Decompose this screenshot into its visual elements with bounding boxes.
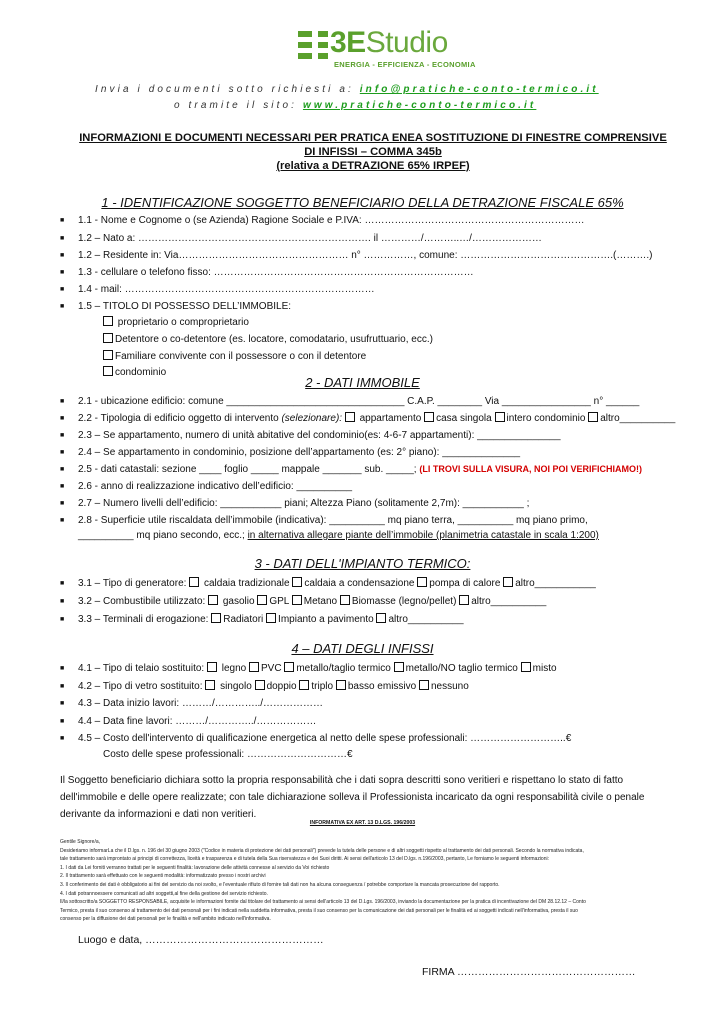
field-1-1: ■ 1.1 - Nome e Cognome o (se Azienda) Ragione Sociale e P.IVA: ………………………………………………………… bbox=[60, 215, 585, 226]
document-title: INFORMAZIONI E DOCUMENTI NECESSARI PER PRATICA ENEA SOSTITUZIONE DI FINESTRE COMPRENSIVE DI INFISSI – COMMA 345b (relativa a DETRAZIONE 65% IRPEF) bbox=[79, 132, 667, 172]
checkbox[interactable] bbox=[459, 595, 469, 605]
send-line: Invia i documenti sotto richiesti a: info@pratiche-conto-termico.it bbox=[95, 84, 599, 95]
field-4-3: ■ 4.3 – Data inizio lavori: ………/…………../……………… bbox=[60, 698, 324, 709]
checkbox[interactable] bbox=[207, 662, 217, 672]
option-family[interactable]: Familiare convivente con il possessore o con il detentore bbox=[103, 350, 366, 363]
checkbox[interactable] bbox=[292, 577, 302, 587]
email-link[interactable]: info@pratiche-conto-termico.it bbox=[359, 84, 599, 95]
checkbox[interactable] bbox=[394, 662, 404, 672]
field-1-5: ■ 1.5 – TITOLO DI POSSESSO DELL’IMMOBILE: bbox=[60, 301, 292, 312]
checkbox[interactable] bbox=[103, 333, 113, 343]
checkbox[interactable] bbox=[376, 613, 386, 623]
field-2-8-cont: __________ mq piano secondo, ecc.; in alternativa allegare piante dell’immobile (planimetria catastale in scala 1:200) bbox=[78, 530, 599, 541]
privacy-text: Gentile Signore/a, Desideriamo informarLa che il D.lgs. n. 196 del 30 giugno 2003 ("Codice in materia di protezione dei dati personali") prevede la tutela delle persone e di altri soggetti rispetto al trattamento dei dati personali. Secondo la normativa indicata, tale trattamento sarà improntato ai principi di correttezza, liceità e trasparenza e di tutela della Sua riservatezza e dei Suoi diritti. Ai sensi dell'articolo 13 del D.lgs. n.196/2003, pertanto, Le forniamo le seguenti informazioni: 1. I dati da Lei forniti verranno trattati per le seguenti finalità: lavorazione delle attività connesse al servizio da Voi richiesto 2. Il trattamento sarà effettuato con le seguenti modalità: informatizzato presso i nostri archivi 3. Il conferimento dei dati è obbligatorio ai fini del servizio da noi svolto, e l'eventuale rifiuto di fornire tali dati non ha alcuna conseguenza / potrebbe comportare la mancata prosecuzione del rapporto. 4. I dati potrannoessere comunicati ad altri soggetti,al fine della gestione del servizio richiesto. Il/la sottoscritto/a SOGGETTO RESPONSABILE, acquisite le informazioni fornite dal titolare del trattamento ai sensi dell'articolo 13 del D.Lgs. 196/2003, inviando la documentazione per la pratica di incentivazione del DM 28.12.12 – Conto Termico, presta il suo consenso al trattamento dei dati personali per i fini indicati nella suddetta informativa, presta il suo consenso per la comunicazione dei dati personali per le finalità ed ai soggetti indicati nell'informativa, presta il suo consenso per la diffusione dei dati personali per le finalità e nell'ambito indicato nell'informativa. bbox=[60, 839, 586, 923]
checkbox[interactable] bbox=[419, 680, 429, 690]
checkbox[interactable] bbox=[255, 680, 265, 690]
checkbox[interactable] bbox=[521, 662, 531, 672]
field-4-5-fees: Costo delle spese professionali: …………………………€ bbox=[103, 749, 353, 760]
checkbox[interactable] bbox=[249, 662, 259, 672]
checkbox[interactable] bbox=[211, 613, 221, 623]
field-2-3: ■ 2.3 – Se appartamento, numero di unità abitative del condominio(es: 4-6-7 appartamenti): _______________ bbox=[60, 430, 561, 441]
logo-wordmark: 3EStudio bbox=[330, 26, 448, 59]
field-2-2: ■ 2.2 - Tipologia di edificio oggetto di intervento (selezionare): appartamento casa singola intero condominio altro__________ bbox=[60, 413, 676, 424]
checkbox[interactable] bbox=[495, 412, 505, 422]
field-3-1: ■ 3.1 – Tipo di generatore: caldaia tradizionale caldaia a condensazione pompa di calore altro___________ bbox=[60, 578, 596, 589]
field-3-3: ■ 3.3 – Terminali di erogazione: Radiatori Impianto a pavimento altro__________ bbox=[60, 614, 464, 625]
section1-heading: 1 - IDENTIFICAZIONE SOGGETTO BENEFICIARIO DELLA DETRAZIONE FISCALE 65% bbox=[101, 195, 624, 210]
section4-heading: 4 – DATI DEGLI INFISSI bbox=[291, 641, 434, 656]
section2-heading: 2 - DATI IMMOBILE bbox=[305, 375, 420, 390]
logo-icon bbox=[298, 28, 334, 64]
field-4-1: ■ 4.1 – Tipo di telaio sostituito: legno PVC metallo/taglio termico metallo/NO taglio termico misto bbox=[60, 663, 557, 674]
checkbox[interactable] bbox=[103, 350, 113, 360]
field-3-2: ■ 3.2 – Combustibile utilizzato: gasolio GPL Metano Biomasse (legno/pellet) altro__________ bbox=[60, 596, 547, 607]
field-2-1: ■ 2.1 - ubicazione edificio: comune ________________________________ C.A.P. ________ Via ________________ n° ______ bbox=[60, 396, 640, 407]
checkbox[interactable] bbox=[424, 412, 434, 422]
field-4-5: ■ 4.5 – Costo dell'intervento di qualificazione energetica al netto delle spese professionali: ………………………..€ bbox=[60, 733, 572, 744]
option-holder[interactable]: Detentore o co-detentore (es. locatore, comodatario, usufruttuario, ecc.) bbox=[103, 333, 433, 346]
option-owner[interactable]: proprietario o comproprietario bbox=[103, 316, 249, 329]
field-4-2: ■ 4.2 – Tipo di vetro sostituito: singolo doppio triplo basso emissivo nessuno bbox=[60, 681, 469, 692]
logo-tagline: ENERGIA - EFFICIENZA - ECONOMIA bbox=[334, 60, 476, 69]
field-2-6: ■ 2.6 - anno di realizzazione indicativo dell’edificio: __________ bbox=[60, 481, 353, 492]
field-1-3: ■ 1.3 - cellulare o telefono fisso: …………………………………………………………………… bbox=[60, 267, 474, 278]
privacy-title: INFORMATIVA EX ART. 13 D.LGS. 196/2003 bbox=[309, 820, 416, 826]
checkbox[interactable] bbox=[208, 595, 218, 605]
checkbox[interactable] bbox=[336, 680, 346, 690]
field-1-2-birth: ■ 1.2 – Nato a: ……………………………………………………………. il …………/………..…/………………… bbox=[60, 233, 542, 244]
field-4-4: ■ 4.4 – Data fine lavori: ………/…………../……………… bbox=[60, 716, 317, 727]
checkbox[interactable] bbox=[103, 316, 113, 326]
checkbox[interactable] bbox=[189, 577, 199, 587]
field-2-5: ■ 2.5 - dati catastali: sezione ____ foglio _____ mappale _______ sub. _____; (LI TROVI SULLA VISURA, NOI POI VERIFICHIAMO!) bbox=[60, 464, 643, 475]
declaration-text: Il Soggetto beneficiario dichiara sotto la propria responsabilità che i dati sopra descritti sono veritieri e rispettano lo stato di fatto dell'immobile e delle opere realizzate; con tale dichiarazione solleva il Professionista incaricato da ogni responsabilità civile o penale derivante da informazioni e dati non veritieri. bbox=[60, 775, 645, 820]
checkbox[interactable] bbox=[345, 412, 355, 422]
checkbox[interactable] bbox=[205, 680, 215, 690]
checkbox[interactable] bbox=[588, 412, 598, 422]
site-line: o tramite il sito: www.pratiche-conto-termico.it bbox=[174, 100, 537, 111]
checkbox[interactable] bbox=[292, 595, 302, 605]
field-2-8: ■ 2.8 - Superficie utile riscaldata dell’immobile (indicativa): __________ mq piano terra, __________ mq piano primo, bbox=[60, 515, 588, 526]
field-1-4: ■ 1.4 - mail: ………………………………………………………………… bbox=[60, 284, 375, 295]
field-2-4: ■ 2.4 – Se appartamento in condominio, posizione dell’appartamento (es: 2° piano): ______________ bbox=[60, 447, 521, 458]
checkbox[interactable] bbox=[284, 662, 294, 672]
checkbox[interactable] bbox=[266, 613, 276, 623]
checkbox[interactable] bbox=[417, 577, 427, 587]
checkbox[interactable] bbox=[299, 680, 309, 690]
site-link[interactable]: www.pratiche-conto-termico.it bbox=[302, 100, 537, 111]
signature-field: FIRMA …………………………………………… bbox=[422, 966, 636, 978]
checkbox[interactable] bbox=[503, 577, 513, 587]
option-condominium[interactable]: condominio bbox=[103, 366, 166, 379]
checkbox[interactable] bbox=[340, 595, 350, 605]
place-date-field: Luogo e data, …………………………………………… bbox=[78, 934, 324, 946]
section3-heading: 3 - DATI DELL'IMPIANTO TERMICO: bbox=[254, 556, 471, 571]
field-1-2-residence: ■ 1.2 – Residente in: Via…………………………………………… n° ……………, comune: ……………………………………….(……….) bbox=[60, 250, 653, 261]
checkbox[interactable] bbox=[257, 595, 267, 605]
field-2-7: ■ 2.7 – Numero livelli dell’edificio: ___________ piani; Altezza Piano (solitamente 2,7m): ___________ ; bbox=[60, 498, 530, 509]
